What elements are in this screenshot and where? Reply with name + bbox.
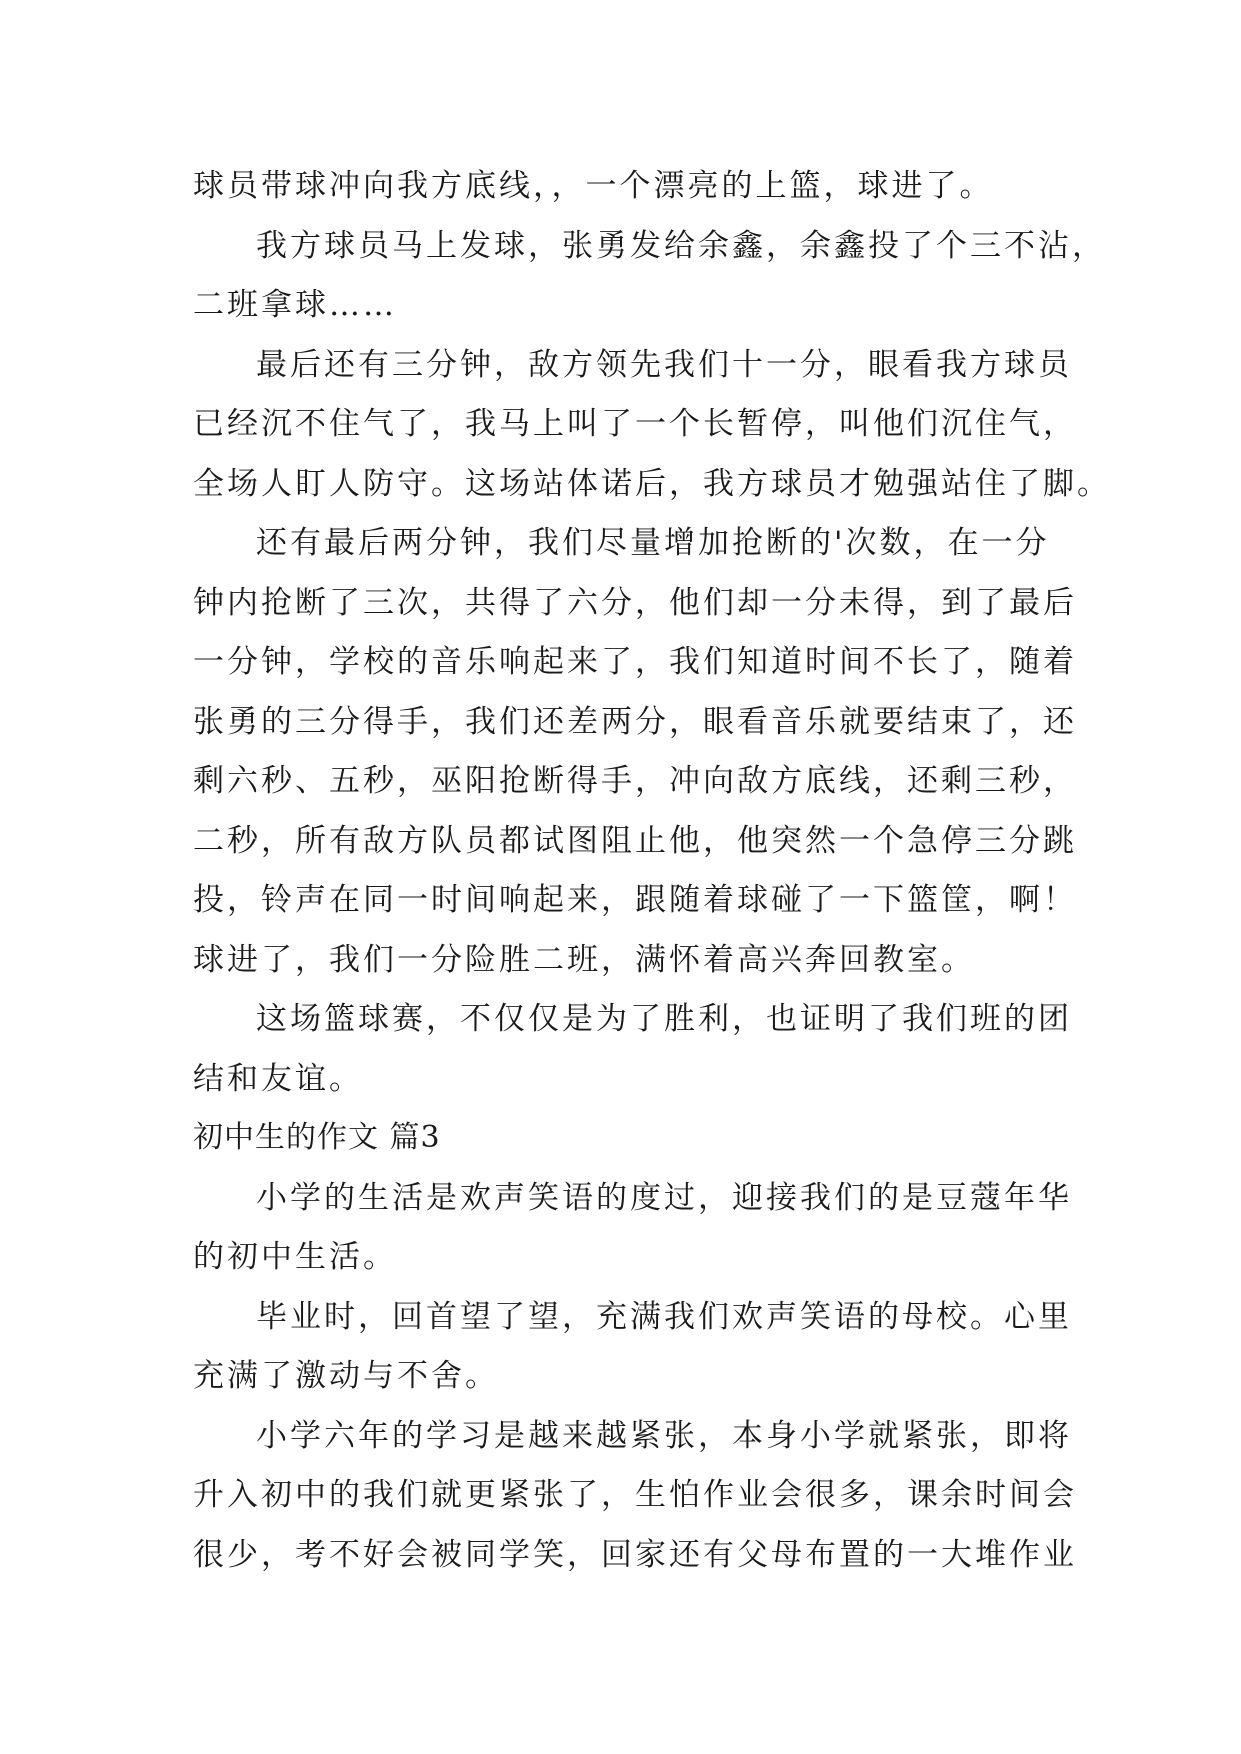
paragraph-line: 已经沉不住气了，我马上叫了一个长暂停，叫他们沉住气， xyxy=(193,406,1077,442)
paragraph-line: 这场篮球赛，不仅仅是为了胜利，也证明了我们班的团 xyxy=(256,1001,1072,1037)
paragraph-line: 钟内抢断了三次，共得了六分，他们却一分未得，到了最后 xyxy=(193,585,1077,621)
paragraph-line: 二秒，所有敌方队员都试图阻止他，他突然一个急停三分跳 xyxy=(193,823,1077,859)
paragraph-line: 二班拿球…… xyxy=(193,287,397,323)
paragraph-line: 张勇的三分得手，我们还差两分，眼看音乐就要结束了，还 xyxy=(193,704,1077,740)
paragraph-line: 最后还有三分钟，敌方领先我们十一分，眼看我方球员 xyxy=(256,347,1072,383)
paragraph-line: 剩六秒、五秒，巫阳抢断得手，冲向敌方底线，还剩三秒， xyxy=(193,763,1077,799)
paragraph-line: 小学六年的学习是越来越紧张，本身小学就紧张，即将 xyxy=(256,1418,1072,1454)
paragraph-line: 球员带球冲向我方底线，，一个漂亮的上篮，球进了。 xyxy=(193,168,994,204)
paragraph-line: 结和友谊。 xyxy=(193,1061,363,1097)
paragraph-line: 投，铃声在同一时间响起来，跟随着球碰了一下篮筐，啊！ xyxy=(193,882,1077,918)
paragraph-line: 球进了，我们一分险胜二班，满怀着高兴奔回教室。 xyxy=(193,942,975,978)
paragraph-line: 全场人盯人防守。这场站体诺后，我方球员才勉强站住了脚。 xyxy=(193,466,1111,502)
paragraph-line: 的初中生活。 xyxy=(193,1239,397,1275)
paragraph-line: 充满了激动与不舍。 xyxy=(193,1358,499,1394)
paragraph-line: 毕业时，回首望了望，充满我们欢声笑语的母校。心里 xyxy=(256,1299,1072,1335)
paragraph-line: 小学的生活是欢声笑语的度过，迎接我们的是豆蔻年华 xyxy=(256,1180,1072,1216)
section-heading: 初中生的作文 篇3 xyxy=(193,1120,441,1155)
paragraph-line: 很少，考不好会被同学笑，回家还有父母布置的一大堆作业 xyxy=(193,1537,1077,1573)
paragraph-line: 升入初中的我们就更紧张了，生怕作业会很多，课余时间会 xyxy=(193,1477,1077,1513)
paragraph-line: 还有最后两分钟，我们尽量增加抢断的'次数，在一分 xyxy=(256,525,1050,561)
paragraph-line: 一分钟，学校的音乐响起来了，我们知道时间不长了，随着 xyxy=(193,644,1077,680)
paragraph-line: 我方球员马上发球，张勇发给余鑫，余鑫投了个三不沾， xyxy=(256,228,1106,264)
